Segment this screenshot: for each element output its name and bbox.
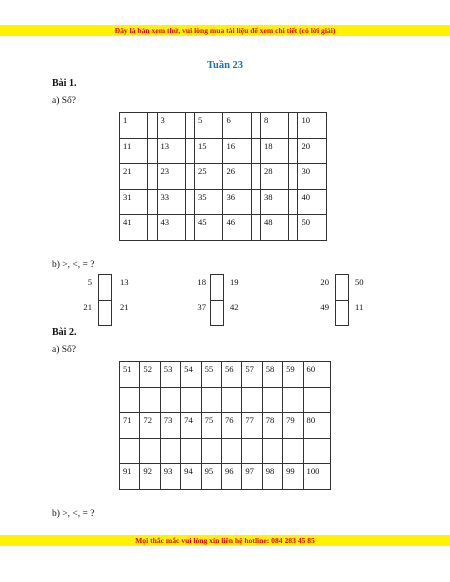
grid2-cell: 80 xyxy=(303,413,330,439)
compare-left-number: 21 xyxy=(83,302,92,312)
grid1-row xyxy=(120,113,327,139)
grid1-cell: 21 xyxy=(120,164,148,190)
grid2-cell: 73 xyxy=(160,413,180,439)
grid1-blank-cell[interactable] xyxy=(148,189,157,215)
grid1-cell: 18 xyxy=(260,138,288,164)
grid1-cell: 46 xyxy=(223,215,251,241)
grid2-cell: 52 xyxy=(140,362,160,388)
grid2-cell: 96 xyxy=(221,464,241,490)
grid1-blank-cell[interactable] xyxy=(251,215,260,241)
grid1-cell: 6 xyxy=(223,113,251,139)
compare-box-divider xyxy=(211,275,223,301)
exercise-2-title: Bài 2 xyxy=(52,327,74,338)
grid2-blank-cell[interactable] xyxy=(221,438,241,464)
grid2-cell: 51 xyxy=(120,362,140,388)
number-grid-2 xyxy=(119,361,331,490)
grid1-cell: 28 xyxy=(260,164,288,190)
grid1-blank-cell[interactable] xyxy=(148,164,157,190)
grid2-blank-cell[interactable] xyxy=(201,438,221,464)
grid2-blank-cell[interactable] xyxy=(160,438,180,464)
number-grid-1 xyxy=(119,112,327,241)
grid1-cell: 30 xyxy=(298,164,327,190)
exercise-1-title: Bài 1 xyxy=(52,78,74,89)
exercise-2-heading: Bài 2. xyxy=(52,327,77,338)
grid2-row xyxy=(120,413,331,439)
grid2-row xyxy=(120,387,331,413)
grid1-cell: 10 xyxy=(298,113,327,139)
grid1-blank-cell[interactable] xyxy=(185,189,194,215)
compare-left-number: 20 xyxy=(320,277,329,287)
grid1-cell: 48 xyxy=(260,215,288,241)
grid2-row xyxy=(120,362,331,388)
preview-banner-text: Đây là bản xem thử, vui lòng mua tài liệu để xem chi tiết (có lời giải) xyxy=(114,26,336,35)
compare-answer-box[interactable] xyxy=(210,274,224,326)
exercise-1-part-a: a) Số? xyxy=(52,96,77,106)
grid2-cell: 75 xyxy=(201,413,221,439)
grid2-cell: 53 xyxy=(160,362,180,388)
grid2-cell: 76 xyxy=(221,413,241,439)
grid1-cell: 38 xyxy=(260,189,288,215)
grid2-row xyxy=(120,464,331,490)
grid2-cell: 94 xyxy=(181,464,201,490)
grid1-blank-cell[interactable] xyxy=(185,215,194,241)
grid2-blank-cell[interactable] xyxy=(140,387,160,413)
grid2-blank-cell[interactable] xyxy=(303,438,330,464)
compare-left-number: 37 xyxy=(197,302,206,312)
grid1-cell: 36 xyxy=(223,189,251,215)
grid2-cell: 99 xyxy=(283,464,303,490)
grid1-row xyxy=(120,138,327,164)
grid2-blank-cell[interactable] xyxy=(283,438,303,464)
grid2-blank-cell[interactable] xyxy=(242,387,262,413)
compare-left-number: 18 xyxy=(197,277,206,287)
grid1-blank-cell[interactable] xyxy=(289,164,298,190)
grid1-cell: 15 xyxy=(195,138,223,164)
grid1-cell: 20 xyxy=(298,138,327,164)
grid1-blank-cell[interactable] xyxy=(185,113,194,139)
grid2-cell: 57 xyxy=(242,362,262,388)
grid2-cell: 78 xyxy=(262,413,282,439)
grid1-row xyxy=(120,164,327,190)
grid2-cell: 95 xyxy=(201,464,221,490)
grid1-row xyxy=(120,215,327,241)
grid2-cell: 79 xyxy=(283,413,303,439)
grid2-cell: 74 xyxy=(181,413,201,439)
grid1-blank-cell[interactable] xyxy=(251,189,260,215)
grid1-cell: 1 xyxy=(120,113,148,139)
grid1-cell: 41 xyxy=(120,215,148,241)
grid1-blank-cell[interactable] xyxy=(289,215,298,241)
grid2-row xyxy=(120,438,331,464)
grid1-blank-cell[interactable] xyxy=(251,113,260,139)
hotline-banner-text: Mọi thắc mắc vui lòng xin liên hệ hotline: 084 283 45 85 xyxy=(135,536,315,545)
grid2-cell: 93 xyxy=(160,464,180,490)
grid2-cell: 71 xyxy=(120,413,140,439)
compare-box-divider xyxy=(336,275,348,301)
compare-right-number: 50 xyxy=(355,277,364,287)
grid1-cell: 50 xyxy=(298,215,327,241)
grid1-blank-cell[interactable] xyxy=(251,138,260,164)
grid2-blank-cell[interactable] xyxy=(160,387,180,413)
grid2-blank-cell[interactable] xyxy=(242,438,262,464)
compare-right-number: 19 xyxy=(230,277,239,287)
grid2-cell: 54 xyxy=(181,362,201,388)
grid2-cell: 98 xyxy=(262,464,282,490)
grid1-cell: 3 xyxy=(157,113,185,139)
grid1-cell: 11 xyxy=(120,138,148,164)
grid2-blank-cell[interactable] xyxy=(181,438,201,464)
compare-left-number: 5 xyxy=(87,277,92,287)
grid2-cell: 55 xyxy=(201,362,221,388)
grid2-cell: 77 xyxy=(242,413,262,439)
grid2-cell: 72 xyxy=(140,413,160,439)
grid2-cell: 92 xyxy=(140,464,160,490)
grid1-cell: 35 xyxy=(195,189,223,215)
grid2-blank-cell[interactable] xyxy=(221,387,241,413)
grid1-blank-cell[interactable] xyxy=(289,113,298,139)
grid1-row xyxy=(120,189,327,215)
grid2-blank-cell[interactable] xyxy=(120,438,140,464)
grid1-cell: 16 xyxy=(223,138,251,164)
grid2-blank-cell[interactable] xyxy=(201,387,221,413)
compare-right-number: 13 xyxy=(120,277,129,287)
compare-right-number: 21 xyxy=(120,302,129,312)
grid2-blank-cell[interactable] xyxy=(262,438,282,464)
grid1-blank-cell[interactable] xyxy=(289,189,298,215)
grid1-cell: 45 xyxy=(195,215,223,241)
grid1-cell: 13 xyxy=(157,138,185,164)
grid1-blank-cell[interactable] xyxy=(148,113,157,139)
compare-right-number: 11 xyxy=(355,302,364,312)
grid1-cell: 43 xyxy=(157,215,185,241)
compare-answer-box[interactable] xyxy=(335,274,349,326)
week-title: Tuần 23 xyxy=(206,60,244,71)
grid2-cell: 58 xyxy=(262,362,282,388)
grid1-cell: 31 xyxy=(120,189,148,215)
grid2-blank-cell[interactable] xyxy=(140,438,160,464)
grid1-blank-cell[interactable] xyxy=(289,138,298,164)
grid2-cell: 97 xyxy=(242,464,262,490)
grid1-blank-cell[interactable] xyxy=(251,164,260,190)
grid2-cell: 56 xyxy=(221,362,241,388)
grid2-cell: 59 xyxy=(283,362,303,388)
exercise-2-part-a: a) Số? xyxy=(52,345,77,355)
grid1-cell: 8 xyxy=(260,113,288,139)
grid1-cell: 5 xyxy=(195,113,223,139)
grid2-blank-cell[interactable] xyxy=(181,387,201,413)
preview-banner xyxy=(0,25,450,36)
grid2-blank-cell[interactable] xyxy=(303,387,330,413)
compare-right-number: 42 xyxy=(230,302,239,312)
grid1-blank-cell[interactable] xyxy=(185,164,194,190)
exercise-2-part-b: b) >, <, = ? xyxy=(52,509,95,519)
grid1-cell: 23 xyxy=(157,164,185,190)
grid1-blank-cell[interactable] xyxy=(148,215,157,241)
grid2-cell: 91 xyxy=(120,464,140,490)
compare-box-divider xyxy=(99,275,111,301)
exercise-1-part-b: b) >, <, = ? xyxy=(52,260,95,270)
grid1-cell: 26 xyxy=(223,164,251,190)
grid2-blank-cell[interactable] xyxy=(283,387,303,413)
grid2-cell: 100 xyxy=(303,464,330,490)
grid1-cell: 33 xyxy=(157,189,185,215)
hotline-banner xyxy=(0,535,450,546)
grid1-blank-cell[interactable] xyxy=(148,138,157,164)
grid1-cell: 25 xyxy=(195,164,223,190)
grid2-cell: 60 xyxy=(303,362,330,388)
grid1-cell: 40 xyxy=(298,189,327,215)
exercise-1-heading: Bài 1. xyxy=(52,78,77,89)
grid2-blank-cell[interactable] xyxy=(262,387,282,413)
grid1-blank-cell[interactable] xyxy=(185,138,194,164)
grid2-blank-cell[interactable] xyxy=(120,387,140,413)
compare-answer-box[interactable] xyxy=(98,274,112,326)
compare-left-number: 49 xyxy=(320,302,329,312)
